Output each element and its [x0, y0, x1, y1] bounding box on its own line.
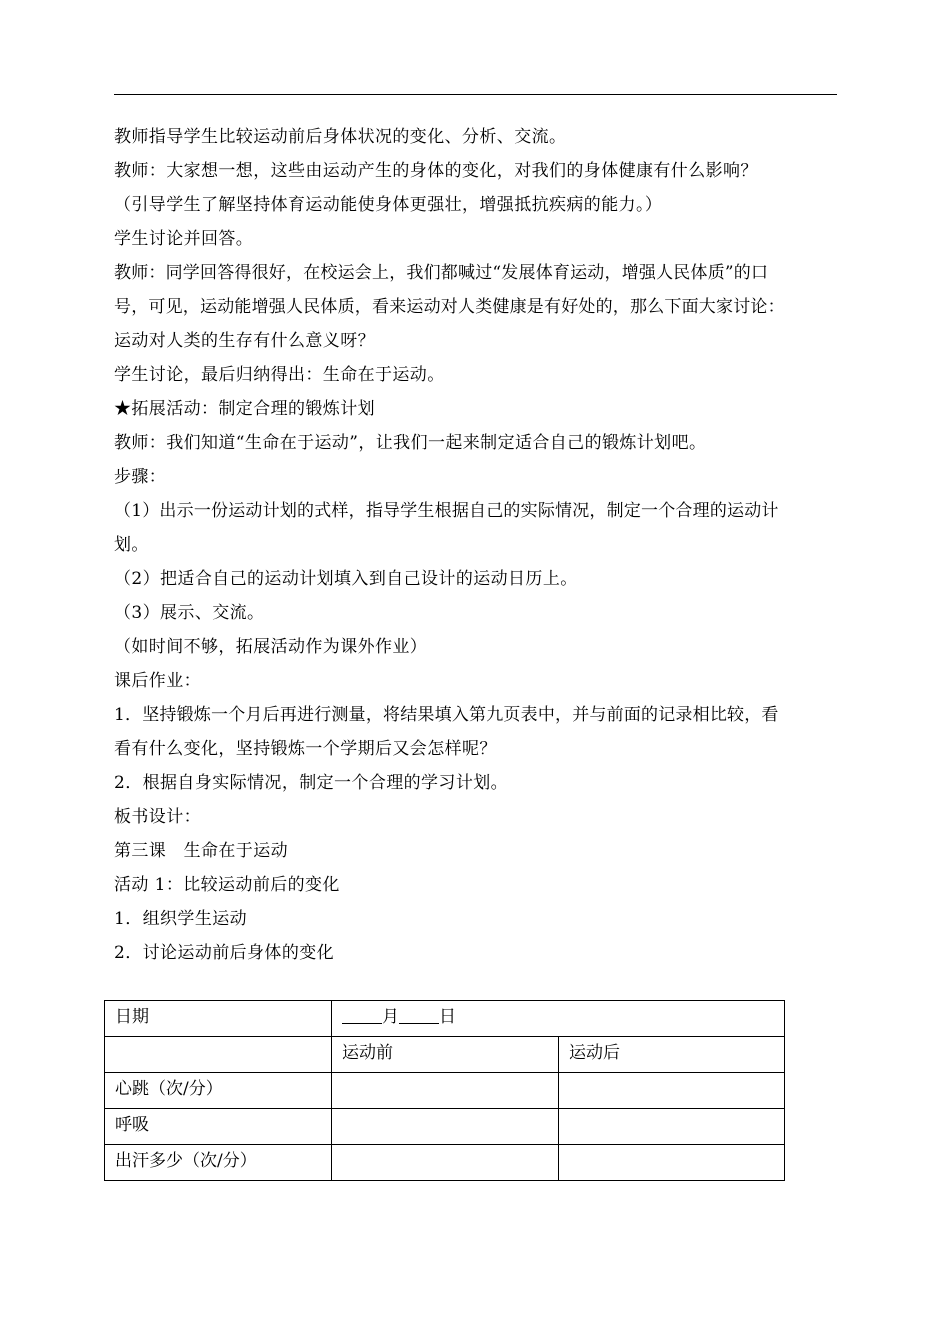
paragraph-13: 划。 [114, 535, 149, 555]
table-row [105, 1145, 785, 1181]
document-body [114, 120, 840, 970]
breathing-before-cell[interactable] [332, 1109, 559, 1145]
paragraph-2: 教师：大家想一想，这些由运动产生的身体的变化，对我们的身体健康有什么影响？ [114, 161, 758, 181]
date-value-cell[interactable] [332, 1001, 785, 1037]
paragraph-11: 步骤： [114, 467, 167, 487]
heartbeat-before-cell[interactable] [332, 1073, 559, 1109]
paragraph-9: ★拓展活动：制定合理的锻炼计划 [114, 399, 375, 419]
paragraph-15: （3）展示、交流。 [114, 603, 265, 623]
exercise-record-table [104, 1000, 785, 1181]
paragraph-1: 教师指导学生比较运动前后身体状况的变化、分析、交流。 [114, 127, 567, 147]
paragraph-16: （如时间不够，拓展活动作为课外作业） [114, 637, 428, 657]
paragraph-22: 第三课 生命在于运动 [114, 841, 288, 861]
paragraph-5: 教师：同学回答得很好，在校运会上，我们都喊过“发展体育运动，增强人民体质”的口 [114, 263, 769, 283]
paragraph-19: 看有什么变化，坚持锻炼一个学期后又会怎样呢？ [114, 739, 497, 759]
sweat-after-cell[interactable] [559, 1145, 785, 1181]
paragraph-4: 学生讨论并回答。 [114, 229, 254, 249]
heartbeat-after-cell[interactable] [559, 1073, 785, 1109]
paragraph-8: 学生讨论，最后归纳得出：生命在于运动。 [114, 365, 445, 385]
row-label-sweat: 出汗多少（次/分） [105, 1145, 332, 1181]
table-corner-cell [105, 1037, 332, 1073]
breathing-after-cell[interactable] [559, 1109, 785, 1145]
paragraph-25: 2．讨论运动前后身体的变化 [114, 943, 335, 963]
day-blank[interactable] [399, 1005, 439, 1024]
before-header-cell: 运动前 [332, 1037, 559, 1073]
month-blank[interactable] [342, 1005, 382, 1024]
table-row [105, 1001, 785, 1037]
paragraph-3: （引导学生了解坚持体育运动能使身体更强壮，增强抵抗疾病的能力。） [114, 195, 663, 215]
paragraph-7: 运动对人类的生存有什么意义呀？ [114, 331, 375, 351]
paragraph-17: 课后作业： [114, 671, 201, 691]
paragraph-6: 号，可见，运动能增强人民体质，看来运动对人类健康是有好处的，那么下面大家讨论： [114, 297, 785, 317]
paragraph-10: 教师：我们知道“生命在于运动”，让我们一起来制定适合自己的锻炼计划吧。 [114, 433, 707, 453]
paragraph-24: 1．组织学生运动 [114, 909, 248, 929]
day-label: 日 [439, 1007, 456, 1027]
paragraph-12: （1）出示一份运动计划的式样，指导学生根据自己的实际情况，制定一个合理的运动计 [114, 501, 779, 521]
date-label-cell: 日期 [105, 1001, 332, 1037]
paragraph-23: 活动 1：比较运动前后的变化 [114, 875, 340, 895]
table-row [105, 1037, 785, 1073]
paragraph-21: 板书设计： [114, 807, 201, 827]
paragraph-18: 1．坚持锻炼一个月后再进行测量，将结果填入第九页表中，并与前面的记录相比较，看 [114, 705, 779, 725]
paragraph-14: （2）把适合自己的运动计划填入到自己设计的运动日历上。 [114, 569, 578, 589]
row-label-breathing: 呼吸 [105, 1109, 332, 1145]
month-label: 月 [382, 1007, 399, 1027]
table-row [105, 1109, 785, 1145]
paragraph-20: 2．根据自身实际情况，制定一个合理的学习计划。 [114, 773, 509, 793]
table-row [105, 1073, 785, 1109]
after-header-cell: 运动后 [559, 1037, 785, 1073]
row-label-heartbeat: 心跳（次/分） [105, 1073, 332, 1109]
header-rule [114, 94, 837, 95]
sweat-before-cell[interactable] [332, 1145, 559, 1181]
